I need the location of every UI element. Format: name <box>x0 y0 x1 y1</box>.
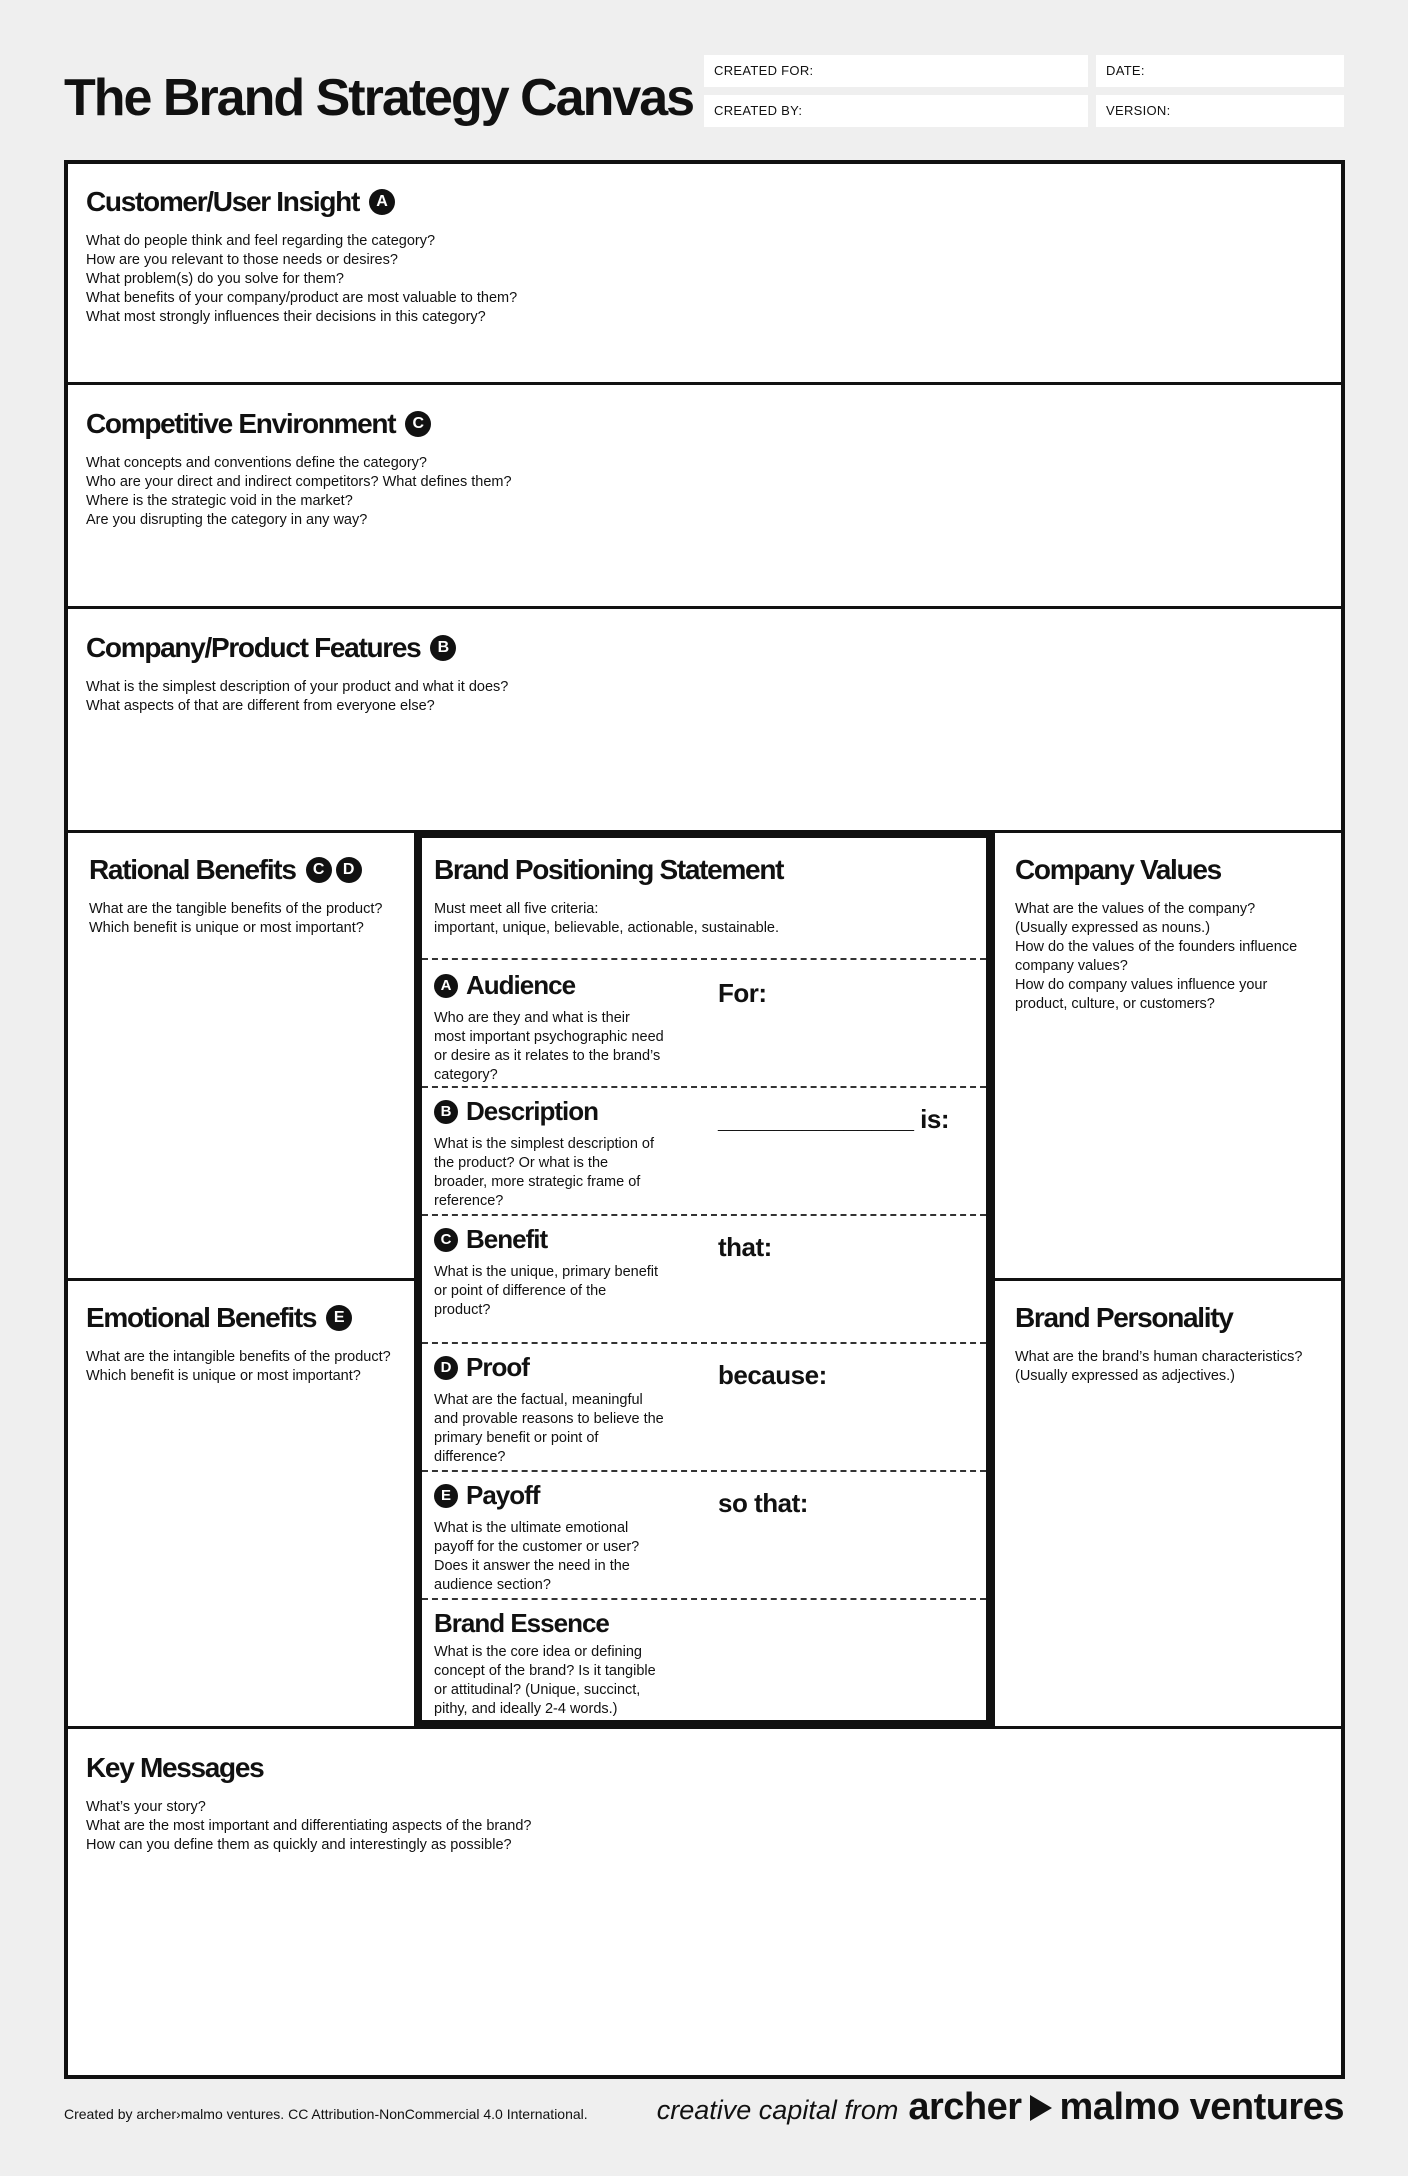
divider <box>64 1726 1345 1729</box>
question: What is the simplest description of your product and what it does? <box>86 679 509 695</box>
row-question: What are the factual, meaningful and provable reasons to believe the primary benefit or point of difference? <box>434 1392 664 1465</box>
key-messages-title: Key Messages <box>86 1752 264 1783</box>
question: What are the tangible benefits of the product? <box>89 901 383 917</box>
bps-title: Brand Positioning Statement <box>434 854 784 885</box>
question: What are the most important and differentiating aspects of the brand? <box>86 1818 532 1834</box>
play-arrow-icon <box>1030 2095 1052 2121</box>
badge-e-icon: E <box>434 1484 458 1508</box>
row-label: Benefit <box>466 1224 548 1254</box>
divider <box>992 1278 1345 1281</box>
question: How are you relevant to those needs or desires? <box>86 252 398 268</box>
row-label: Audience <box>466 970 576 1000</box>
dashed-divider <box>422 1342 986 1344</box>
row-label: Proof <box>466 1352 529 1382</box>
brand-positioning-statement[interactable] <box>416 832 992 1726</box>
badge-d-icon: D <box>434 1356 458 1380</box>
question: What are the intangible benefits of the product? <box>86 1349 391 1365</box>
badge-e-icon: E <box>326 1305 352 1331</box>
bps-row-payoff[interactable] <box>434 1480 978 1595</box>
company-values-section[interactable] <box>1015 854 1325 1014</box>
row-fill: because: <box>718 1360 827 1390</box>
bps-row-benefit[interactable] <box>434 1224 978 1320</box>
customer-insight-title: Customer/User Insight <box>86 186 359 217</box>
badge-a-icon: A <box>369 189 395 215</box>
row-question: What is the core idea or defining concept of the brand? Is it tangible or attitudinal? (Unique, succinct, pithy, and ideally 2-4 words.) <box>434 1644 656 1717</box>
row-question: What is the unique, primary benefit or point of difference of the product? <box>434 1264 659 1318</box>
section-title <box>86 408 1286 440</box>
key-messages-section[interactable] <box>86 1752 1286 1855</box>
question: What concepts and conventions define the category? <box>86 455 427 471</box>
footer-credit: Created by archer›malmo ventures. CC Attribution-NonCommercial 4.0 International. <box>64 2106 588 2122</box>
question: What’s your story? <box>86 1799 206 1815</box>
brand-logo-left: archer <box>908 2086 1022 2128</box>
question: product, culture, or customers? <box>1015 996 1215 1012</box>
question: What are the brand’s human characteristics? <box>1015 1349 1303 1365</box>
question: What benefits of your company/product are most valuable to them? <box>86 290 518 306</box>
competitive-environment-section[interactable] <box>86 408 1286 530</box>
footer-tagline: creative capital from <box>656 2095 899 2125</box>
badge-c-icon: C <box>306 857 332 883</box>
question: How do company values influence your <box>1015 977 1268 993</box>
emotional-benefits-section[interactable] <box>86 1302 408 1386</box>
dashed-divider <box>422 1086 986 1088</box>
row-question: What is the ultimate emotional payoff for the customer or user? Does it answer the need in the audience section? <box>434 1520 640 1593</box>
product-features-title: Company/Product Features <box>86 632 421 663</box>
badge-a-icon: A <box>434 974 458 998</box>
question: What most strongly influences their decisions in this category? <box>86 309 486 325</box>
row-fill: that: <box>718 1232 772 1262</box>
bps-row-proof[interactable] <box>434 1352 978 1467</box>
emotional-benefits-title: Emotional Benefits <box>86 1302 317 1333</box>
question: What aspects of that are different from everyone else? <box>86 698 435 714</box>
badge-d-icon: D <box>336 857 362 883</box>
brand-essence-title: Brand Essence <box>434 1608 609 1638</box>
question: What do people think and feel regarding the category? <box>86 233 436 249</box>
section-title <box>86 1302 408 1334</box>
page-title: The Brand Strategy Canvas <box>64 69 694 127</box>
question: Who are your direct and indirect competitors? What defines them? <box>86 474 512 490</box>
section-title <box>86 632 1286 664</box>
dashed-divider <box>422 958 986 960</box>
question: How can you define them as quickly and interestingly as possible? <box>86 1837 512 1853</box>
row-fill: For: <box>718 978 767 1008</box>
question: Which benefit is unique or most important? <box>89 920 364 936</box>
divider <box>64 382 1345 385</box>
badge-c-icon: C <box>405 411 431 437</box>
product-features-section[interactable] <box>86 632 1286 716</box>
row-question: Who are they and what is their most important psychographic need or desire as it relates to the brand’s category? <box>434 1010 664 1083</box>
bps-row-audience[interactable] <box>434 970 978 1085</box>
version-field[interactable]: VERSION: <box>1096 95 1344 127</box>
rational-benefits-section[interactable] <box>89 854 407 938</box>
customer-insight-section[interactable] <box>86 186 1286 327</box>
section-title <box>89 854 407 886</box>
question: (Usually expressed as nouns.) <box>1015 920 1211 936</box>
rational-benefits-title: Rational Benefits <box>89 854 296 885</box>
footer-logo <box>657 2086 1344 2129</box>
badge-b-icon: B <box>430 635 456 661</box>
competitive-environment-title: Competitive Environment <box>86 408 396 439</box>
bps-criteria: important, unique, believable, actionable, sustainable. <box>434 920 780 936</box>
company-values-title: Company Values <box>1015 854 1221 885</box>
row-fill: ______________ is: <box>718 1104 950 1134</box>
dashed-divider <box>422 1214 986 1216</box>
bps-criteria: Must meet all five criteria: <box>434 901 599 917</box>
question: Where is the strategic void in the market? <box>86 493 353 509</box>
question: What are the values of the company? <box>1015 901 1256 917</box>
badge-c-icon: C <box>434 1228 458 1252</box>
created-by-field[interactable]: CREATED BY: <box>704 95 1088 127</box>
question: What problem(s) do you solve for them? <box>86 271 344 287</box>
bps-row-description[interactable] <box>434 1096 978 1211</box>
dashed-divider <box>422 1470 986 1472</box>
row-fill: so that: <box>718 1488 808 1518</box>
row-label: Description <box>466 1096 599 1126</box>
question: How do the values of the founders influence <box>1015 939 1298 955</box>
section-title <box>86 186 1286 218</box>
brand-logo <box>908 2086 1344 2129</box>
date-field[interactable]: DATE: <box>1096 55 1344 87</box>
badge-b-icon: B <box>434 1100 458 1124</box>
question: Are you disrupting the category in any way? <box>86 512 368 528</box>
question: (Usually expressed as adjectives.) <box>1015 1368 1236 1384</box>
question: company values? <box>1015 958 1128 974</box>
divider <box>992 832 995 1728</box>
brand-logo-right: malmo ventures <box>1059 2086 1344 2128</box>
created-for-field[interactable]: CREATED FOR: <box>704 55 1088 87</box>
row-question: What is the simplest description of the product? Or what is the broader, more strategic frame of reference? <box>434 1136 655 1209</box>
dashed-divider <box>422 1598 986 1600</box>
brand-personality-title: Brand Personality <box>1015 1302 1233 1333</box>
brand-personality-section[interactable] <box>1015 1302 1325 1386</box>
bps-row-essence[interactable] <box>434 1608 978 1719</box>
question: Which benefit is unique or most important? <box>86 1368 361 1384</box>
bps-header <box>434 854 783 938</box>
divider <box>64 606 1345 609</box>
divider <box>64 1278 418 1281</box>
row-label: Payoff <box>466 1480 540 1510</box>
